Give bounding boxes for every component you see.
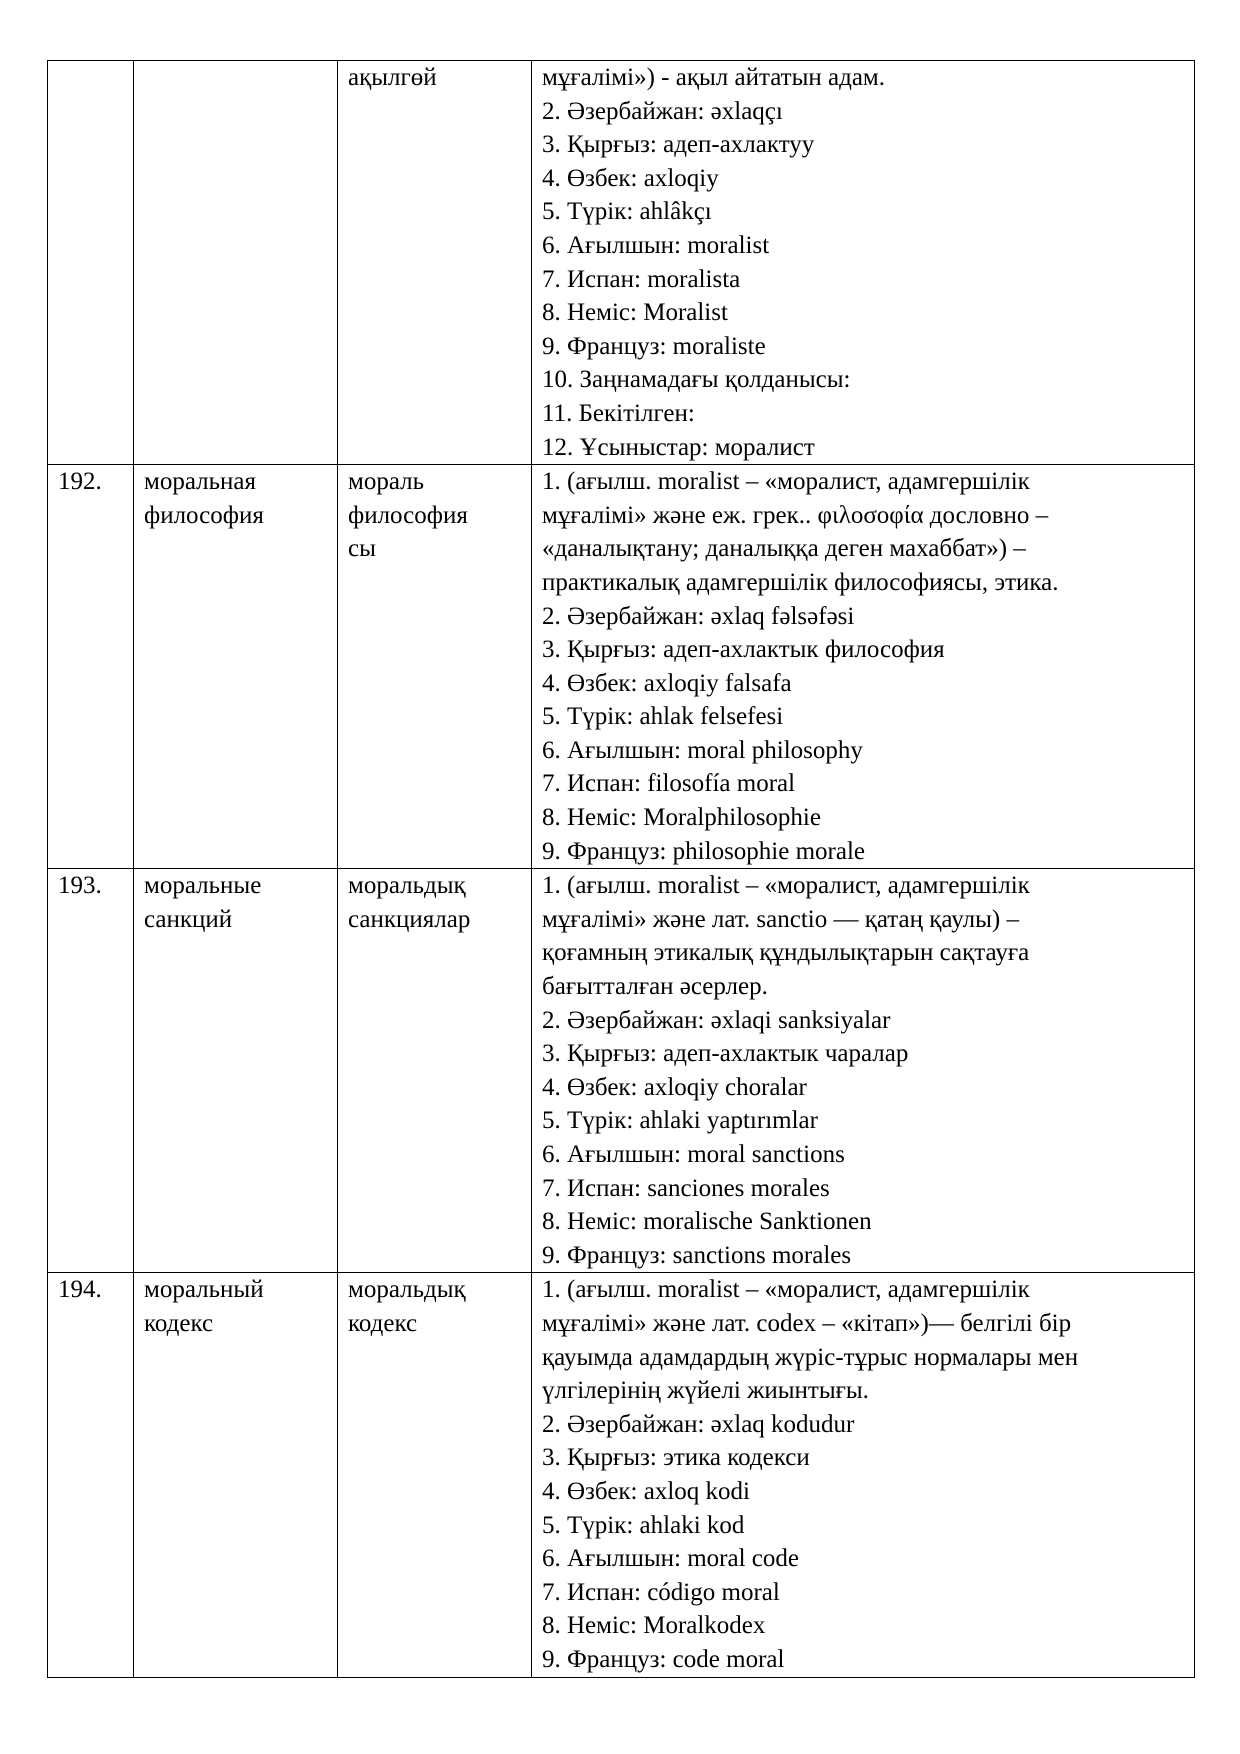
translation-line: 5. Түрік: ahlâkçı bbox=[542, 198, 712, 226]
suggestions-line: 12. Ұсыныстар: моралист bbox=[542, 433, 815, 461]
definition-line: мұғалімі») - ақыл айтатын адам. bbox=[542, 64, 885, 91]
kazakh-term-line: моральдық bbox=[348, 1276, 466, 1304]
translation-line: 8. Неміс: Moralist bbox=[542, 299, 728, 327]
translation-line: 8. Неміс: moralische Sanktionen bbox=[542, 1208, 872, 1236]
table-row bbox=[48, 1273, 1195, 1677]
definition-line: үлгілерінің жүйелі жиынтығы. bbox=[542, 1377, 869, 1405]
entry-number-cell bbox=[48, 1273, 134, 1677]
definition-cell bbox=[532, 465, 1195, 869]
translation-line: 9. Француз: sanctions morales bbox=[542, 1241, 852, 1269]
entry-number: 194. bbox=[58, 1276, 102, 1304]
definition-line: қауымда адамдардың жүріс-тұрыс нормалары мен bbox=[542, 1343, 1079, 1371]
russian-term-cell bbox=[134, 1273, 338, 1677]
russian-term-line: санкций bbox=[144, 905, 233, 933]
translation-line: 8. Неміс: Moralkodex bbox=[542, 1612, 766, 1640]
entry-number-cell bbox=[48, 465, 134, 869]
definition-line: мұғалімі» және лат. sanctio — қатаң қаулы) – bbox=[542, 905, 1019, 933]
russian-term-line: моральные bbox=[144, 872, 262, 900]
definition-cell bbox=[532, 869, 1195, 1273]
translation-line: 7. Испан: sanciones morales bbox=[542, 1174, 830, 1202]
russian-term-cell bbox=[134, 869, 338, 1273]
kazakh-term-line: кодекс bbox=[348, 1309, 418, 1337]
kazakh-term-line: мораль bbox=[348, 468, 425, 496]
definition-line: мұғалімі» және лат. codex – «кітап»)— белгілі бір bbox=[542, 1309, 1072, 1337]
translation-line: 2. Әзербайжан: əxlaq fəlsəfəsi bbox=[542, 602, 855, 630]
entry-number-cell bbox=[48, 869, 134, 1273]
russian-term-line: философия bbox=[144, 501, 264, 529]
russian-term-cell bbox=[134, 61, 338, 465]
translation-line: 4. Өзбек: axloqiy bbox=[542, 164, 719, 192]
kazakh-term-line: сы bbox=[348, 535, 376, 563]
kazakh-term-line: ақылгөй bbox=[348, 64, 437, 91]
translation-line: 7. Испан: filosofía moral bbox=[542, 770, 796, 798]
definition-line: 1. (ағылш. moralist – «моралист, адамгершілік bbox=[542, 468, 1030, 496]
definition-line: 1. (ағылш. moralist – «моралист, адамгершілік bbox=[542, 1276, 1030, 1304]
definition-line: 1. (ағылш. moralist – «моралист, адамгершілік bbox=[542, 872, 1030, 900]
translation-line: 3. Қырғыз: адеп-ахлактык философия bbox=[542, 636, 945, 664]
russian-term-cell bbox=[134, 465, 338, 869]
translation-line: 9. Француз: code moral bbox=[542, 1645, 785, 1673]
definition-cell bbox=[532, 1273, 1195, 1677]
kazakh-term-cell bbox=[338, 869, 532, 1273]
kazakh-term-line: философия bbox=[348, 501, 468, 529]
definition-line: практикалық адамгершілік философиясы, этика. bbox=[542, 568, 1059, 596]
translation-line: 6. Ағылшын: moral sanctions bbox=[542, 1141, 845, 1168]
kazakh-term-line: моральдық bbox=[348, 872, 466, 900]
translation-line: 4. Өзбек: axloq kodi bbox=[542, 1477, 750, 1505]
translation-line: 6. Ағылшын: moral code bbox=[542, 1545, 799, 1573]
translation-line: 5. Түрік: ahlak felsefesi bbox=[542, 703, 784, 731]
definition-line: мұғалімі» және еж. грек.. φιλοσοφία дословно – bbox=[542, 501, 1049, 529]
kazakh-term-line: санкциялар bbox=[348, 905, 471, 933]
russian-term-line: моральный bbox=[144, 1276, 264, 1304]
kazakh-term-cell bbox=[338, 465, 532, 869]
translation-line: 6. Ағылшын: moralist bbox=[542, 231, 770, 259]
definition-line: бағытталған әсерлер. bbox=[542, 973, 768, 1001]
translation-line: 2. Әзербайжан: əxlaqi sanksiyalar bbox=[542, 1006, 891, 1034]
translation-line: 9. Француз: moraliste bbox=[542, 332, 766, 360]
translation-line: 6. Ағылшын: moral philosophy bbox=[542, 736, 863, 764]
glossary-table bbox=[47, 60, 1195, 1678]
entry-number: 193. bbox=[58, 872, 102, 900]
russian-term-line: кодекс bbox=[144, 1309, 214, 1337]
russian-term-line: моральная bbox=[144, 468, 256, 496]
table-row bbox=[48, 869, 1195, 1273]
glossary-body bbox=[48, 61, 1195, 1678]
translation-line: 3. Қырғыз: этика кодекси bbox=[542, 1444, 810, 1472]
approved-line: 11. Бекітілген: bbox=[542, 399, 695, 427]
entry-number-cell bbox=[48, 61, 134, 465]
translation-line: 5. Түрік: ahlaki yaptırımlar bbox=[542, 1107, 818, 1135]
definition-cell bbox=[532, 61, 1195, 465]
translation-line: 4. Өзбек: axloqiy choralar bbox=[542, 1073, 807, 1101]
translation-line: 2. Әзербайжан: əxlaqçı bbox=[542, 97, 783, 125]
translation-line: 7. Испан: moralista bbox=[542, 265, 741, 293]
translation-line: 7. Испан: código moral bbox=[542, 1578, 780, 1606]
table-row bbox=[48, 465, 1195, 869]
definition-line: қоғамның этикалық құндылықтарын сақтауға bbox=[542, 939, 1030, 967]
entry-number: 192. bbox=[58, 468, 102, 496]
kazakh-term-cell bbox=[338, 1273, 532, 1677]
usage-line: 10. Заңнамадағы қолданысы: bbox=[542, 366, 851, 394]
translation-line: 2. Әзербайжан: əxlaq kodudur bbox=[542, 1410, 855, 1438]
translation-line: 9. Француз: philosophie morale bbox=[542, 837, 865, 865]
translation-line: 3. Қырғыз: адеп-ахлактык чаралар bbox=[542, 1040, 909, 1068]
translation-line: 5. Түрік: ahlaki kod bbox=[542, 1511, 745, 1539]
table-row bbox=[48, 61, 1195, 465]
translation-line: 3. Қырғыз: адеп-ахлактуу bbox=[542, 131, 815, 159]
definition-line: «даналықтану; даналыққа деген махаббат») – bbox=[542, 535, 1026, 563]
translation-line: 4. Өзбек: axloqiy falsafa bbox=[542, 669, 792, 697]
kazakh-term-cell bbox=[338, 61, 532, 465]
translation-line: 8. Неміс: Moralphilosophie bbox=[542, 804, 821, 832]
